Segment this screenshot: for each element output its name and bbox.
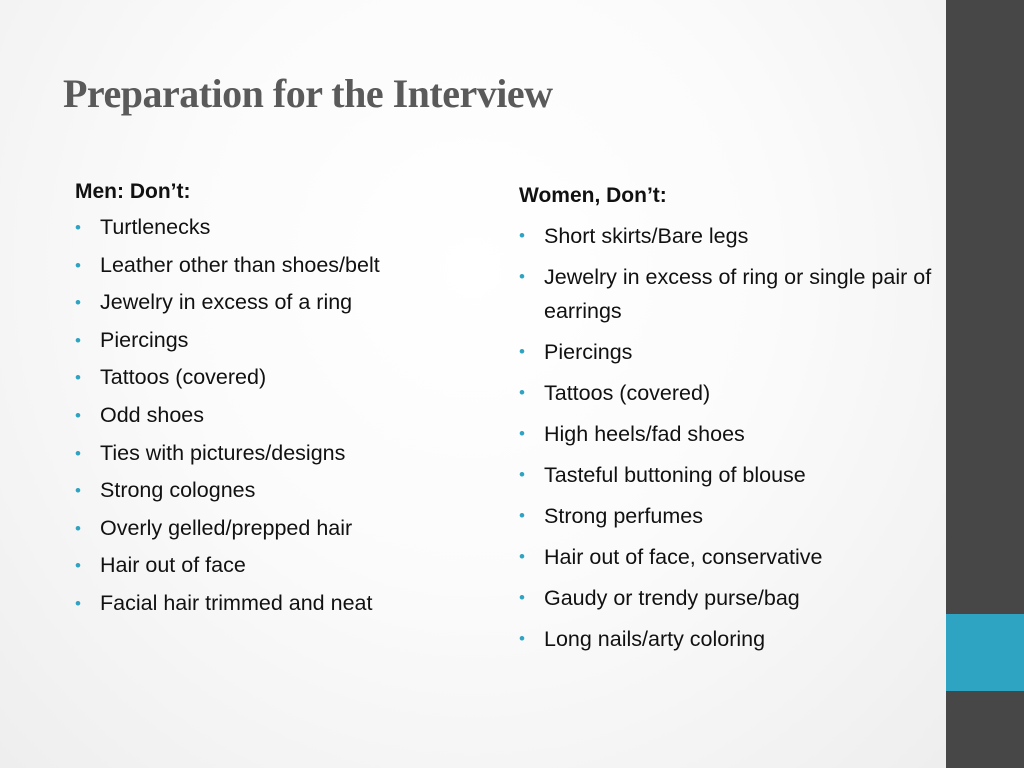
list-item bbox=[519, 540, 934, 574]
list-item-text: Tattoos (covered) bbox=[100, 365, 267, 390]
list-item-text: Piercings bbox=[544, 340, 633, 364]
list-item-text: Gaudy or trendy purse/bag bbox=[544, 586, 800, 610]
list-item bbox=[75, 359, 485, 397]
list-item-text: Hair out of face bbox=[100, 553, 246, 578]
bullet-dot-icon: • bbox=[519, 547, 525, 566]
bullet-dot-icon: • bbox=[75, 518, 81, 538]
list-item-text: Strong perfumes bbox=[544, 504, 703, 528]
men-list bbox=[75, 209, 485, 623]
list-item-text: Short skirts/Bare legs bbox=[544, 224, 749, 248]
men-column bbox=[75, 175, 485, 623]
list-item-text: Ties with pictures/designs bbox=[100, 440, 346, 465]
list-item-text: Jewelry in excess of a ring bbox=[100, 290, 353, 315]
list-item-text: Tattoos (covered) bbox=[544, 381, 711, 405]
list-item-text: Long nails/arty coloring bbox=[544, 627, 766, 651]
decorative-accent-block bbox=[946, 614, 1024, 691]
bullet-dot-icon: • bbox=[519, 629, 525, 648]
list-item bbox=[519, 376, 934, 410]
bullet-dot-icon: • bbox=[519, 226, 525, 245]
men-heading: Men: Don’t: bbox=[75, 180, 191, 203]
list-item bbox=[519, 335, 934, 369]
bullet-dot-icon: • bbox=[519, 588, 525, 607]
bullet-dot-icon: • bbox=[75, 255, 81, 275]
list-item bbox=[75, 397, 485, 435]
list-item-text: Turtlenecks bbox=[100, 215, 211, 239]
list-item bbox=[75, 510, 485, 548]
list-item bbox=[75, 435, 485, 473]
list-item bbox=[519, 581, 934, 615]
list-item bbox=[75, 585, 485, 623]
bullet-dot-icon: • bbox=[519, 506, 525, 525]
women-list bbox=[519, 219, 934, 656]
women-heading: Women, Don’t: bbox=[519, 184, 667, 207]
list-item bbox=[75, 547, 485, 585]
list-item bbox=[75, 322, 485, 360]
list-item-text: Jewelry in excess of ring or single pair of earrings bbox=[544, 265, 932, 323]
list-item bbox=[519, 260, 934, 328]
bullet-dot-icon: • bbox=[75, 293, 81, 313]
bullet-dot-icon: • bbox=[75, 593, 81, 613]
women-column bbox=[519, 179, 934, 656]
list-item bbox=[75, 209, 485, 247]
bullet-dot-icon: • bbox=[75, 368, 81, 388]
bullet-dot-icon: • bbox=[519, 342, 525, 361]
list-item bbox=[519, 219, 934, 253]
bullet-dot-icon: • bbox=[75, 481, 81, 501]
list-item-text: Strong colognes bbox=[100, 478, 256, 503]
bullet-dot-icon: • bbox=[75, 443, 81, 463]
list-item-text: Odd shoes bbox=[100, 402, 204, 427]
bullet-dot-icon: • bbox=[519, 383, 525, 402]
list-item bbox=[519, 622, 934, 656]
list-item-text: Facial hair trimmed and neat bbox=[100, 590, 373, 615]
bullet-dot-icon: • bbox=[75, 330, 81, 350]
list-item bbox=[75, 472, 485, 510]
bullet-dot-icon: • bbox=[75, 556, 81, 576]
slide-title: Preparation for the Interview bbox=[63, 71, 553, 116]
list-item-text: Leather other than shoes/belt bbox=[100, 252, 380, 277]
bullet-dot-icon: • bbox=[519, 424, 525, 443]
list-item bbox=[75, 284, 485, 322]
list-item-text: High heels/fad shoes bbox=[544, 422, 745, 446]
bullet-dot-icon: • bbox=[519, 465, 525, 484]
list-item-text: Hair out of face, conservative bbox=[544, 545, 823, 569]
list-item bbox=[519, 458, 934, 492]
bullet-dot-icon: • bbox=[519, 267, 525, 286]
list-item bbox=[75, 247, 485, 285]
list-item bbox=[519, 417, 934, 451]
list-item-text: Piercings bbox=[100, 327, 189, 352]
bullet-dot-icon: • bbox=[75, 218, 81, 237]
list-item-text: Overly gelled/prepped hair bbox=[100, 515, 353, 540]
list-item-text: Tasteful buttoning of blouse bbox=[544, 463, 806, 487]
bullet-dot-icon: • bbox=[75, 405, 81, 425]
list-item bbox=[519, 499, 934, 533]
